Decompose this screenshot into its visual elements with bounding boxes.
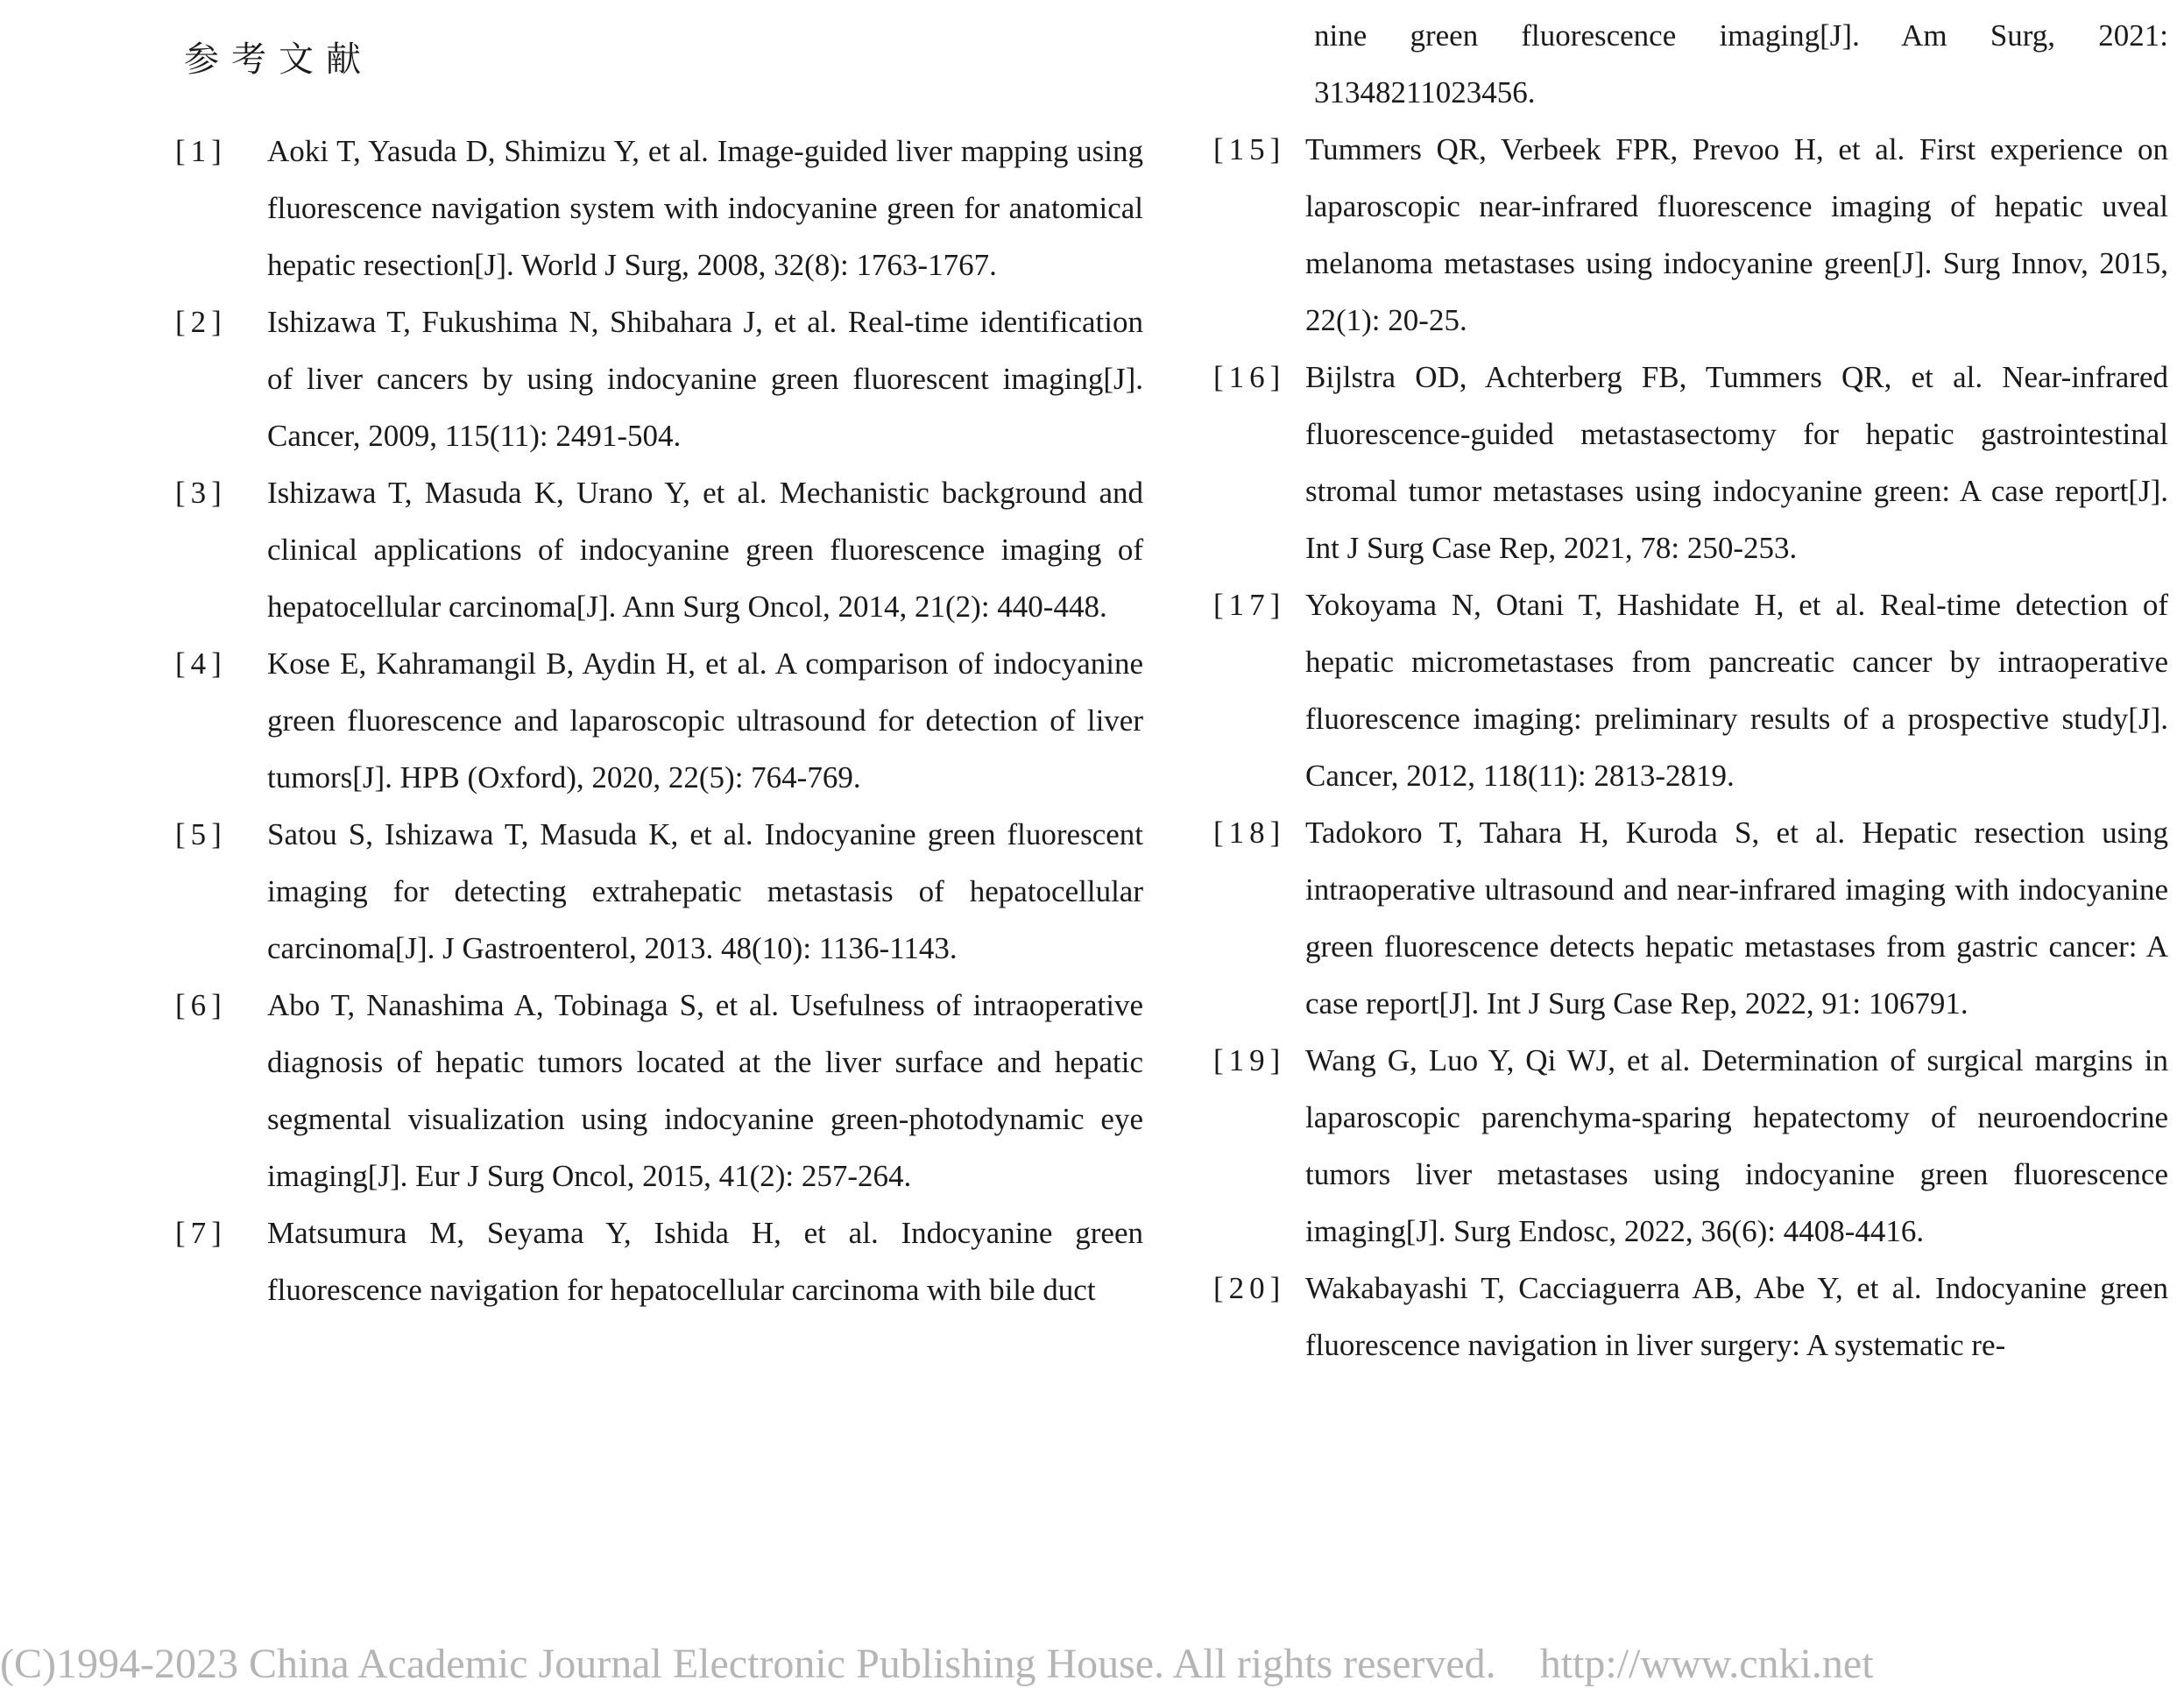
reference-text: Wakabayashi T, Cacciaguerra AB, Abe Y, et al. Indocyanine green fluorescence navigation in liver surgery: A systematic re-: [1305, 1271, 2168, 1362]
reference-item: [1213, 121, 2168, 349]
reference-text: Kose E, Kahramangil B, Aydin H, et al. A comparison of indocyanine green fluorescence and laparoscopic ultrasound for detection of liver tumors[J]. HPB (Oxford), 2020, 22(5): 764-769.: [267, 646, 1143, 795]
reference-number: [7]: [175, 1216, 227, 1250]
reference-continuation: nine green fluorescence imaging[J]. Am Surg, 2021: 31348211023456.: [1314, 18, 2168, 109]
right-column: [1213, 7, 2168, 1374]
reference-number: [2]: [175, 305, 227, 339]
reference-number: [6]: [175, 988, 227, 1022]
reference-text: Ishizawa T, Masuda K, Urano Y, et al. Mechanistic background and clinical applications of indocyanine green fluorescence imaging of hepatocellular carcinoma[J]. Ann Surg Oncol, 2014, 21(2): 440-448.: [267, 476, 1143, 624]
reference-number: [19]: [1213, 1043, 1286, 1077]
reference-text: Satou S, Ishizawa T, Masuda K, et al. Indocyanine green fluorescent imaging for detecting extrahepatic metastasis of hepatocellular carcinoma[J]. J Gastroenterol, 2013. 48(10): 1136-1143.: [267, 817, 1143, 965]
section-title: 参考文献: [184, 39, 373, 80]
reference-item: [1213, 1260, 2168, 1374]
reference-text: Ishizawa T, Fukushima N, Shibahara J, et al. Real-time identification of liver cancers by using indocyanine green fluorescent imaging[J]. Cancer, 2009, 115(11): 2491-504.: [267, 305, 1143, 453]
reference-number: [4]: [175, 646, 227, 681]
reference-number: [1]: [175, 134, 227, 168]
reference-item: [175, 977, 1143, 1204]
reference-number: [17]: [1213, 588, 1286, 622]
reference-text: Wang G, Luo Y, Qi WJ, et al. Determination of surgical margins in laparoscopic parenchyma-sparing hepatectomy of neuroendocrine tumors liver metastases using indocyanine green fluorescence imaging[J]. Surg Endosc, 2022, 36(6): 4408-4416.: [1305, 1043, 2168, 1248]
reference-number: [16]: [1213, 360, 1286, 394]
reference-item: [1213, 1032, 2168, 1260]
reference-item: [1213, 349, 2168, 576]
footer-url[interactable]: http://www.cnki.net: [1539, 1641, 1874, 1687]
reference-number: [18]: [1213, 816, 1286, 850]
left-column: [175, 123, 1143, 1318]
reference-item: [175, 1204, 1143, 1318]
reference-item: [175, 635, 1143, 806]
reference-text: Abo T, Nanashima A, Tobinaga S, et al. Usefulness of intraoperative diagnosis of hepatic tumors located at the liver surface and hepatic segmental visualization using indocyanine green-photodynamic eye imaging[J]. Eur J Surg Oncol, 2015, 41(2): 257-264.: [267, 988, 1143, 1193]
reference-number: [15]: [1213, 132, 1286, 166]
reference-number: [3]: [175, 476, 227, 510]
reference-item: [175, 123, 1143, 293]
reference-number: [20]: [1213, 1271, 1286, 1305]
reference-text: Aoki T, Yasuda D, Shimizu Y, et al. Image-guided liver mapping using fluorescence navigation system with indocyanine green for anatomical hepatic resection[J]. World J Surg, 2008, 32(8): 1763-1767.: [267, 134, 1143, 282]
reference-text: Tadokoro T, Tahara H, Kuroda S, et al. Hepatic resection using intraoperative ultrasound and near-infrared imaging with indocyanine green fluorescence detects hepatic metastases from gastric cancer: A case report[J]. Int J Surg Case Rep, 2022, 91: 106791.: [1305, 816, 2168, 1021]
reference-text: Tummers QR, Verbeek FPR, Prevoo H, et al. First experience on laparoscopic near-infrared fluorescence imaging of hepatic uveal melanoma metastases using indocyanine green[J]. Surg Innov, 2015, 22(1): 20-25.: [1305, 132, 2168, 337]
reference-text: Bijlstra OD, Achterberg FB, Tummers QR, et al. Near-infrared fluorescence-guided metastasectomy for hepatic gastrointestinal stromal tumor metastases using indocyanine green: A case report[J]. Int J Surg Case Rep, 2021, 78: 250-253.: [1305, 360, 2168, 565]
reference-item: [175, 464, 1143, 635]
copyright-text: (C)1994-2023 China Academic Journal Electronic Publishing House. All rights reserved.: [0, 1641, 1496, 1687]
reference-text: Yokoyama N, Otani T, Hashidate H, et al. Real-time detection of hepatic micrometastases from pancreatic cancer by intraoperative fluorescence imaging: preliminary results of a prospective study[J]. Cancer, 2012, 118(11): 2813-2819.: [1305, 588, 2168, 793]
reference-text: Matsumura M, Seyama Y, Ishida H, et al. Indocyanine green fluorescence navigation for hepatocellular carcinoma with bile duct: [267, 1216, 1143, 1307]
reference-item: [175, 806, 1143, 977]
reference-item: [1213, 576, 2168, 804]
reference-item: [1213, 804, 2168, 1032]
reference-item: [175, 293, 1143, 464]
reference-number: [5]: [175, 817, 227, 851]
